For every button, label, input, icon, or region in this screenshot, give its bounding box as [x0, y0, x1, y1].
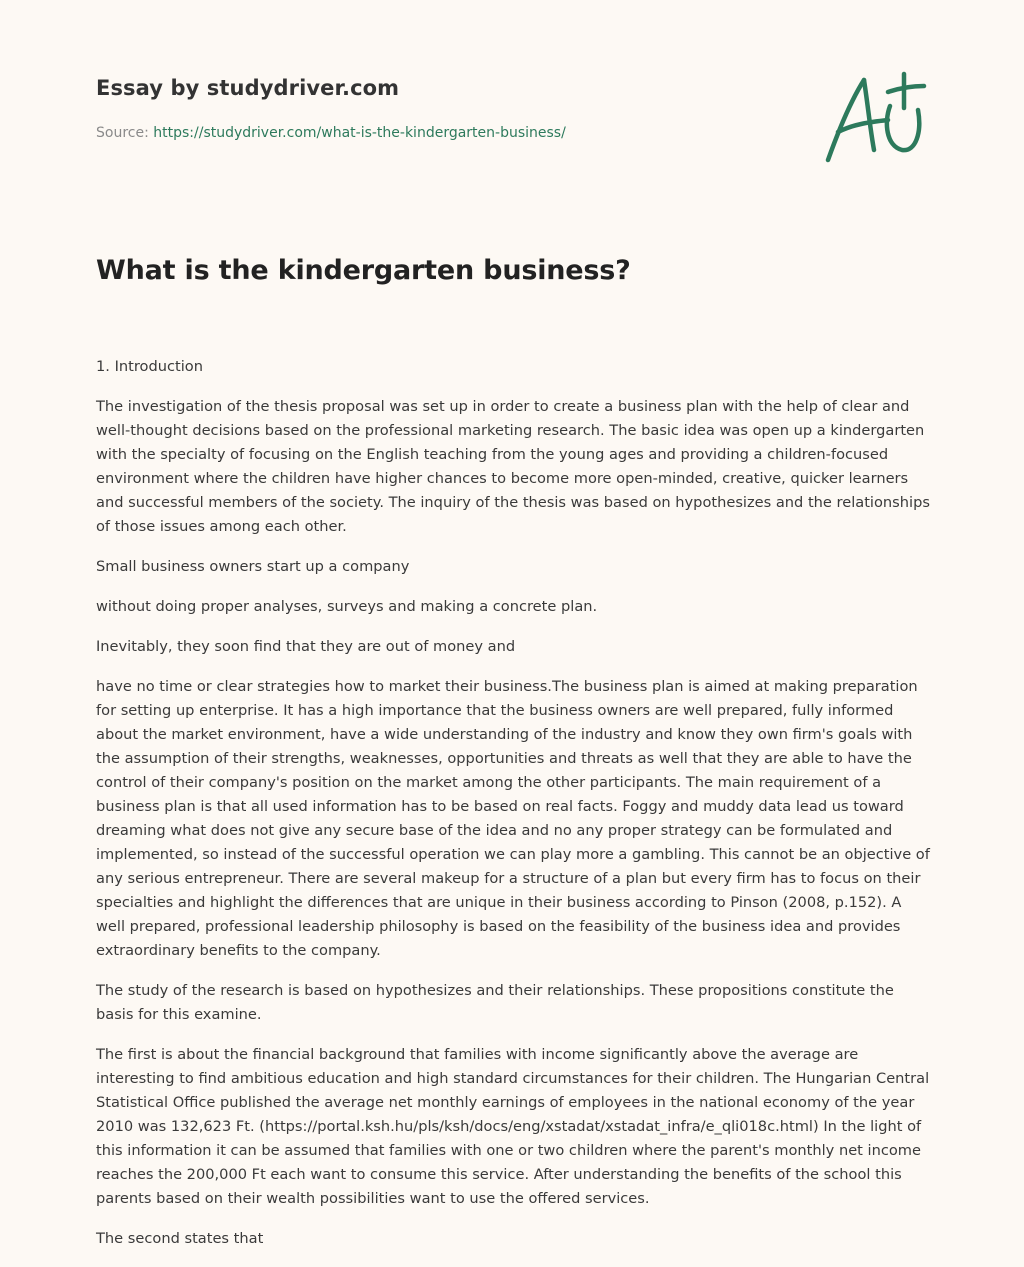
- site-brand-title: Essay by studydriver.com: [96, 76, 400, 100]
- paragraph: Small business owners start up a company: [96, 558, 410, 575]
- source-link[interactable]: https://studydriver.com/what-is-the-kindergarten-business/: [153, 125, 566, 141]
- paragraph: The first is about the financial background that families with income significantly above the average are interesting to find ambitious education and high standard circumstances for their children. The Hungarian Central Statistical Office published the average net monthly earnings of employees in the national economy of the year 2010 was 132,623 Ft. (https://portal.ksh.hu/pls/ksh/docs/eng/xstadat/xstadat_infra/e_qli018c.html) In the light of this information it can be assumed that families with one or two children where the parent's monthly net income reaches the 200,000 Ft each want to consume this service. After understanding the benefits of the school this parents based on their wealth possibilities want to use the offered services.: [96, 1046, 930, 1207]
- paragraph: The investigation of the thesis proposal was set up in order to create a business plan with the help of clear and well-thought decisions based on the professional marketing research. The basic idea was open up a kindergarten with the specialty of focusing on the English teaching from the young ages and providing a children-focused environment where the children have higher chances to become more open-minded, creative, quicker learners and successful members of the society. The inquiry of the thesis was based on hypothesizes and the relationships of those issues among each other.: [96, 398, 930, 535]
- paragraph: The study of the research is based on hypothesizes and their relationships. These propositions constitute the basis for this examine.: [96, 982, 894, 1023]
- paragraph: without doing proper analyses, surveys and making a concrete plan.: [96, 598, 598, 615]
- source-line: [96, 125, 566, 141]
- paragraph: Inevitably, they soon find that they are out of money and: [96, 638, 516, 655]
- section-heading: 1. Introduction: [96, 358, 203, 375]
- document-title: What is the kindergarten business?: [96, 255, 631, 286]
- document-body: [96, 355, 932, 1267]
- source-label: Source:: [96, 125, 149, 141]
- paragraph: The second states that: [96, 1230, 264, 1247]
- paragraph: have no time or clear strategies how to market their business.The business plan is aimed at making preparation for setting up enterprise. It has a high importance that the business owners are well prepared, fully informed about the market environment, have a wide understanding of the industry and know they own firm's goals with the assumption of their strengths, weaknesses, opportunities and threats as well that they are able to have the control of their company's position on the market among the other participants. The main requirement of a business plan is that all used information has to be based on real facts. Foggy and muddy data lead us toward dreaming what does not give any secure base of the idea and no any proper strategy can be formulated and implemented, so instead of the successful operation we can play more a gambling. This cannot be an objective of any serious entrepreneur. There are several makeup for a structure of a plan but every firm has to focus on their specialties and highlight the differences that are unique in their business according to Pinson (2008, p.152). A well prepared, professional leadership philosophy is based on the feasibility of the business idea and provides extraordinary benefits to the company.: [96, 678, 930, 959]
- a-plus-grade-icon: [818, 66, 930, 166]
